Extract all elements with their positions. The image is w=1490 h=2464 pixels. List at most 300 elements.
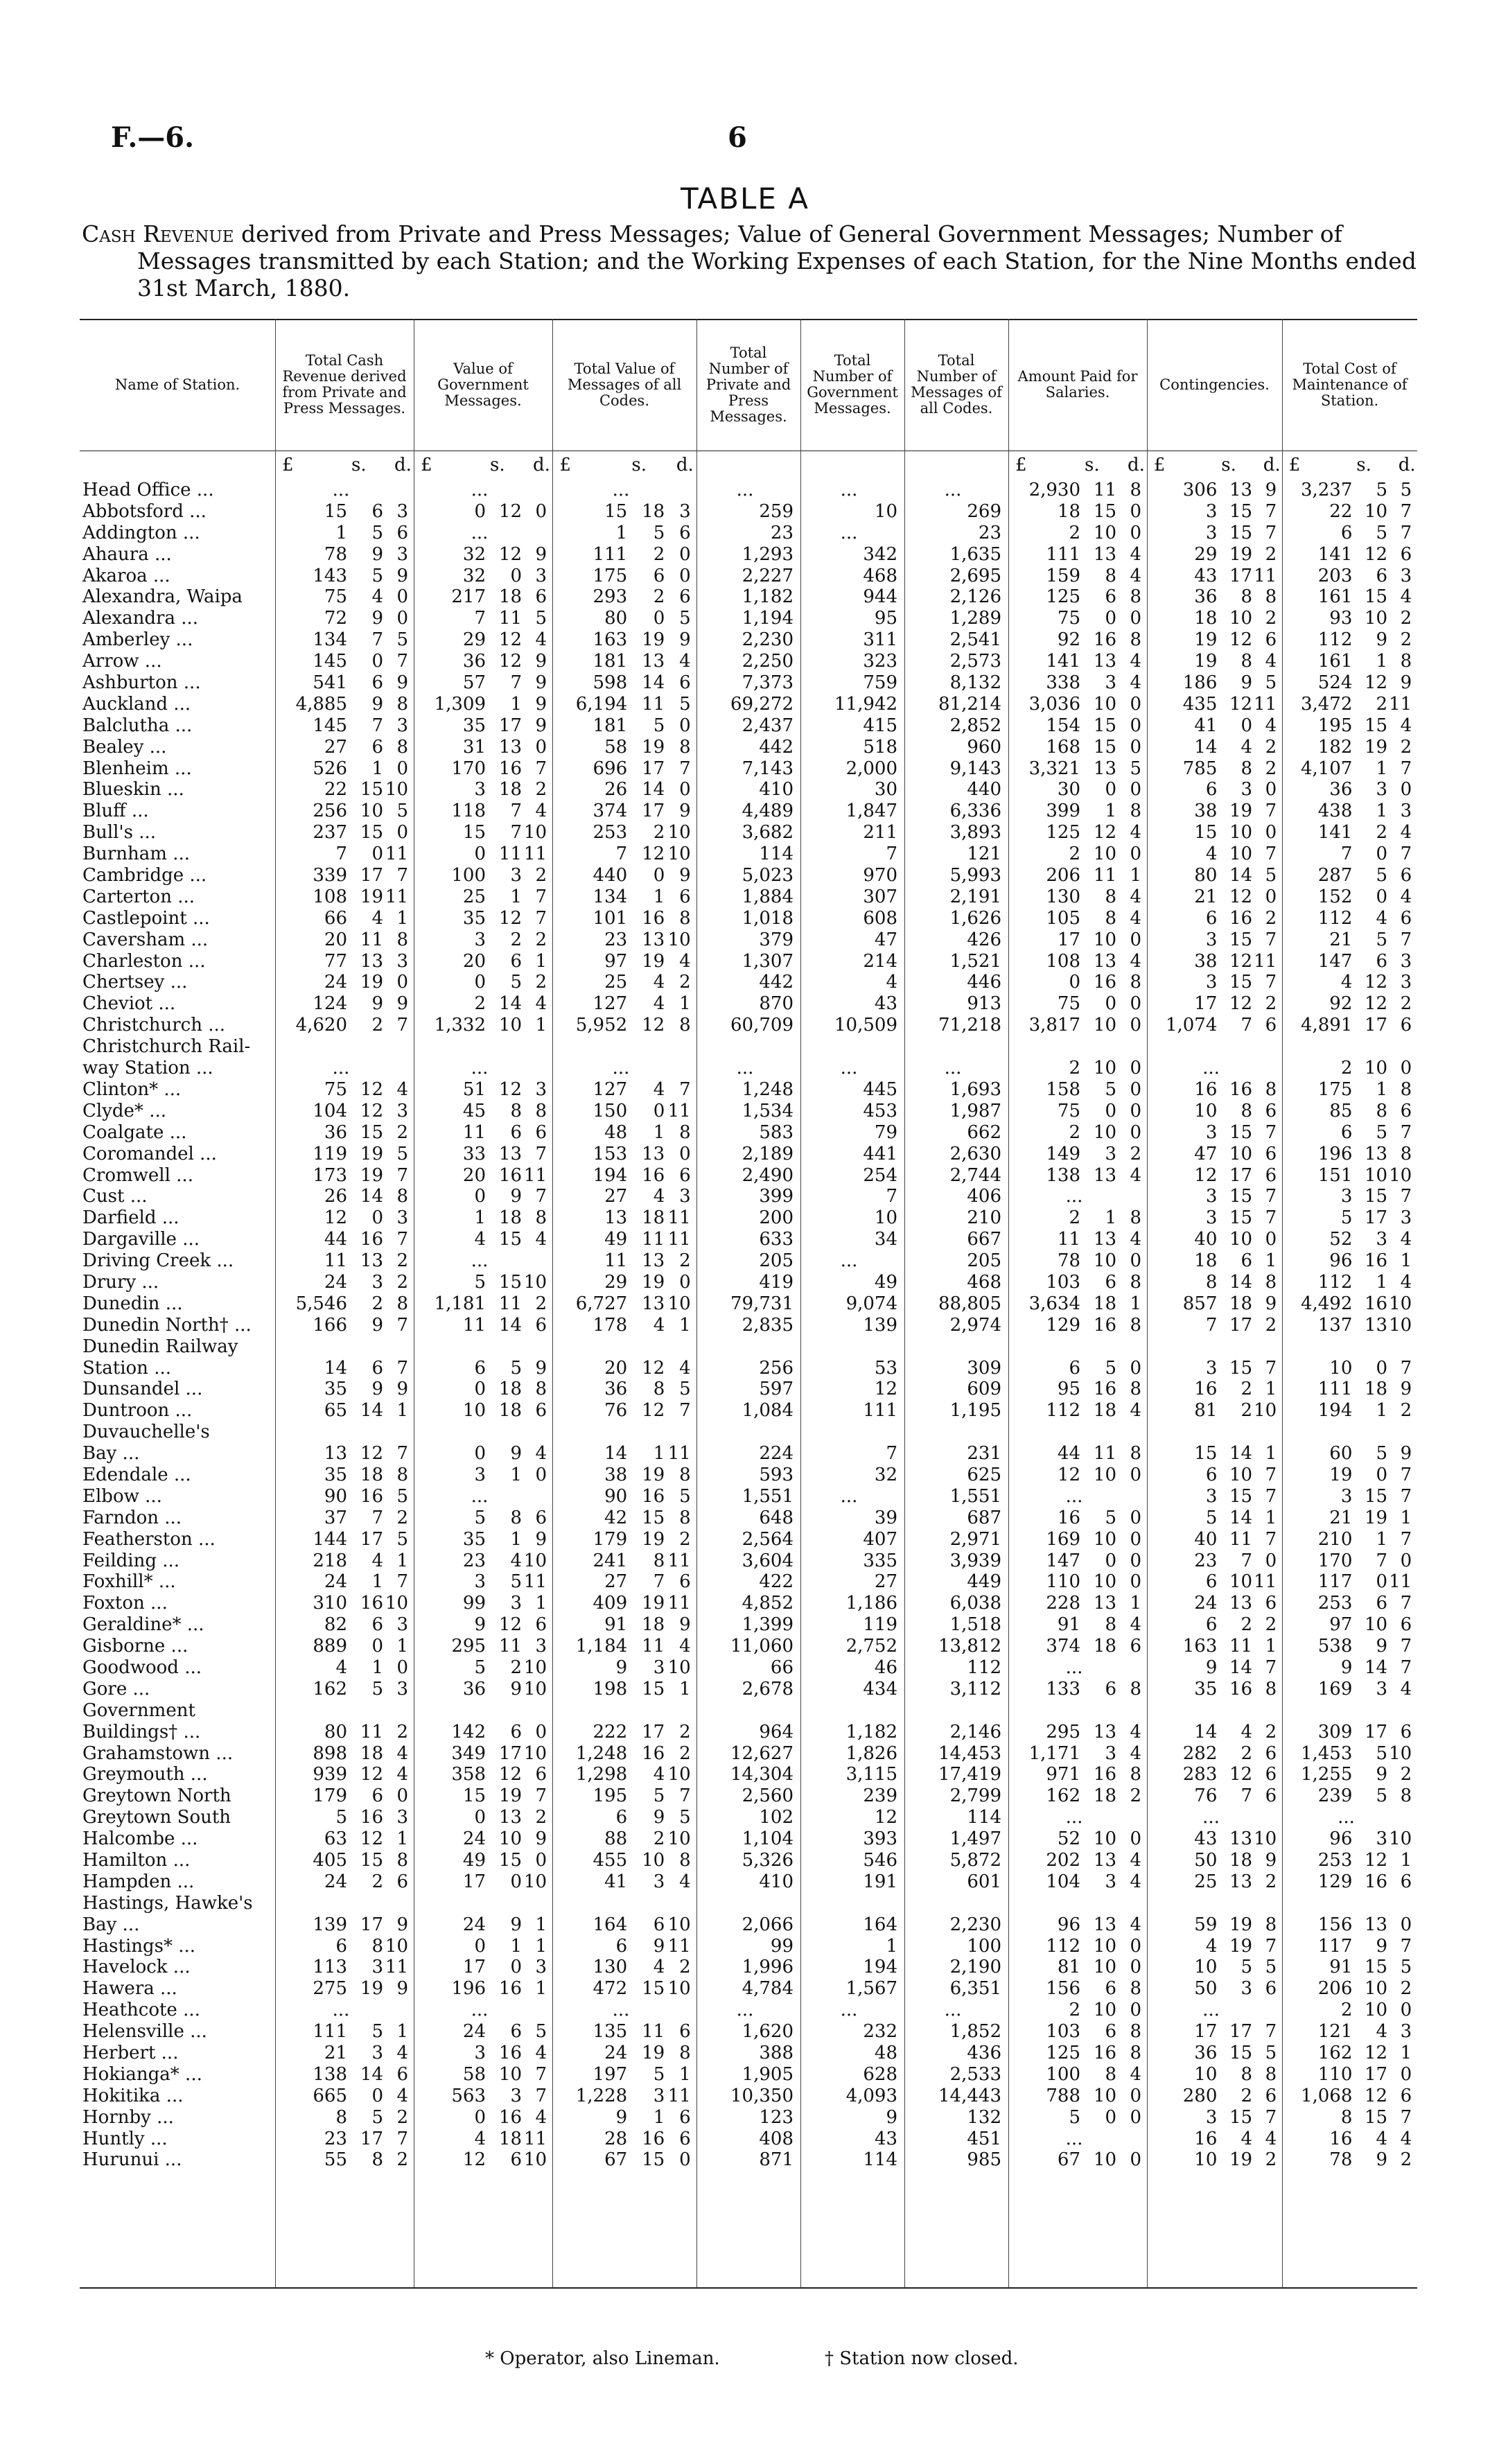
amount-part: 9 [535,651,547,672]
amount-part: 0 [474,2106,486,2128]
amount-part: 13 [604,1207,628,1229]
station-name: Featherston ... [82,1528,216,1550]
amount-part: 306 [1182,480,1218,500]
table-cell: 1,847 [845,801,897,822]
amount-part: 15 [360,822,383,844]
amount-part: 8 [1241,1100,1253,1121]
amount-part: 163 [593,629,628,651]
amount-part: 1 [1376,758,1388,779]
amount-part: 28 [604,2128,628,2149]
amount-part: 15 [642,1678,665,1700]
amount-part: 12 [642,844,665,865]
amount-part: 10 [1194,1957,1218,1978]
amount-part: 3 [535,1636,547,1657]
table-row [80,779,1417,801]
amount-part: 8 [1340,2106,1353,2128]
amount-part: 17 [360,865,383,886]
amount-part: 15 [1229,1357,1253,1379]
amount-part: 12 [498,629,522,651]
amount-part: 202 [1046,1850,1080,1871]
amount-part: 9 [1400,1379,1412,1400]
amount-part: 3,237 [1300,480,1353,500]
amount-part: 6 [1205,1571,1218,1593]
amount-part: 82 [324,1614,347,1636]
table-row [80,2043,1417,2064]
amount-part: 11 [498,1293,522,1314]
amount-part: 18 [498,1379,522,1400]
amount-part: 5 [1376,522,1388,543]
footnote-closed: † Station now closed. [825,2348,1019,2369]
amount-part: 7 [679,1785,691,1807]
amount-part: 10 [1093,2085,1116,2106]
table-cell: 205 [967,1250,1001,1272]
table-cell: 445 [863,1078,897,1100]
amount-part: 7 [679,758,691,779]
table-cell: 913 [967,993,1001,1015]
amount-part: 15 [498,1271,522,1293]
table-cell: 2,852 [949,715,1001,736]
amount-part: 5 [679,1379,691,1400]
amount-part: 3 [1376,779,1388,801]
amount-part: 1 [653,2106,665,2128]
amount-part: 1 [615,522,628,543]
unit-label: £ [559,455,571,475]
table-cell: 1,018 [742,907,794,929]
amount-part: 7 [1265,1357,1277,1379]
amount-part: 57 [462,672,486,694]
amount-part: 8 [1130,1678,1141,1700]
amount-part: 19 [360,1164,383,1186]
station-name: Geraldine* ... [82,1614,204,1636]
amount-part: 111 [593,543,628,565]
table-cell: ... [471,480,489,500]
amount-part: 4 [679,1871,691,1892]
table-row [80,1122,1417,1144]
amount-part: 13 [360,950,383,972]
table-cell: ... [332,1058,350,1079]
amount-part: 4 [1130,1229,1141,1250]
amount-part: 13 [1093,1721,1116,1742]
amount-part: 18 [1057,500,1080,522]
amount-part: 2 [1400,736,1412,758]
amount-part: 6 [371,672,383,694]
table-row [80,1871,1417,1893]
amount-part: 10 [667,1828,691,1850]
table-cell: 7 [886,844,897,865]
amount-part: 5 [371,1678,383,1700]
station-name: Hastings, Hawke's [82,1892,253,1914]
amount-part: 12 [360,1764,383,1785]
amount-part: 7 [1265,1464,1277,1485]
table-row [80,1207,1417,1229]
table-row [80,1743,1417,1765]
station-name: Ashburton ... [82,672,201,694]
table-cell: 2,066 [742,1914,794,1935]
amount-part: 8 [679,1121,691,1143]
amount-part: 5 [653,715,665,736]
amount-part: 15 [642,1507,665,1528]
amount-part: 92 [1057,629,1080,651]
amount-part: 4 [653,993,665,1015]
amount-part: 33 [462,1143,486,1164]
amount-part: 0 [396,972,408,993]
station-name: Hokianga* ... [82,2063,202,2085]
amount-part: 103 [1046,1271,1080,1293]
amount-part: 253 [1317,1593,1353,1614]
station-name: Bull's ... [82,822,157,844]
amount-part: 124 [313,993,347,1015]
amount-part: 6 [679,1164,691,1186]
table-cell: 1,182 [742,586,794,608]
amount-part: 19 [1229,1914,1253,1935]
amount-part: 1 [653,1443,665,1465]
amount-part: 80 [604,608,628,629]
amount-part: 16 [1093,1379,1116,1400]
table-row [80,1657,1417,1679]
amount-part: 24 [324,1271,347,1293]
amount-part: 164 [593,1914,628,1935]
amount-part: 18 [642,500,665,522]
amount-part: 8 [396,1186,408,1207]
amount-part: 15 [1229,1485,1253,1507]
amount-part: 338 [1046,672,1080,694]
amount-part: 6 [396,1871,408,1892]
amount-part: 4 [1241,2128,1253,2149]
amount-part: 14 [360,1186,383,1207]
amount-part: 16 [498,1164,522,1186]
amount-part: 15 [1093,500,1116,522]
amount-part: 0 [1130,715,1141,736]
amount-part: 6 [535,1314,547,1336]
amount-part: 6 [679,2128,691,2149]
amount-part: 8 [396,736,408,758]
amount-part: 49 [462,1850,486,1871]
amount-part: 2 [510,929,522,950]
amount-part: 7 [1400,1186,1412,1207]
amount-part: 97 [1329,1614,1353,1636]
station-name: Hornby ... [82,2106,174,2128]
amount-part: 0 [1376,1357,1388,1379]
amount-part: 182 [1317,736,1353,758]
amount-part: 80 [324,1721,347,1742]
amount-part: 147 [1317,950,1353,972]
amount-part: 9 [510,1443,522,1465]
amount-part: 4 [653,1314,665,1336]
amount-part: 3 [396,950,408,972]
amount-part: 22 [1329,500,1353,522]
amount-part: 10 [667,1657,691,1678]
amount-part: 2 [1400,629,1412,651]
amount-part: 6,194 [575,693,628,715]
amount-part: 4 [535,2043,547,2064]
amount-part: 16 [1229,907,1253,929]
amount-part: 8 [535,1100,547,1121]
amount-part: 141 [1317,822,1353,844]
amount-part: 14 [1229,865,1253,886]
amount-part: 27 [604,1571,628,1593]
amount-part: 10 [1364,1058,1388,1079]
amount-part: 0 [1130,1550,1141,1571]
amount-part: 0 [396,1657,408,1678]
station-name: Dunsandel ... [82,1379,203,1400]
table-cell: 944 [863,586,897,608]
amount-part: 15 [360,1850,383,1871]
amount-part: 108 [313,886,347,907]
table-cell: 1,826 [845,1742,897,1764]
amount-part: 2 [1400,1400,1412,1422]
table-cell: ... [736,2000,754,2021]
amount-part: 10 [1389,1742,1412,1764]
amount-part: 293 [593,586,628,608]
amount-part: 287 [1317,865,1353,886]
amount-part: 16 [360,1229,383,1250]
column-header: Total Number of Messages of all Codes. [911,352,1002,417]
amount-part: 8 [679,2043,691,2064]
amount-part: 13 [1093,1229,1116,1250]
amount-part: 18 [1229,1293,1253,1314]
amount-part: 99 [462,1593,486,1614]
table-body [80,480,1417,2171]
amount-part: 18 [498,1207,522,1229]
table-cell: 211 [863,822,897,844]
amount-part: 6 [1265,1764,1277,1785]
amount-part: 1 [396,1550,408,1571]
table-cell: ... [332,2000,350,2021]
table-cell: 4,093 [845,2085,897,2106]
amount-part: 16 [1093,2043,1116,2064]
amount-part: 2 [1265,907,1277,929]
amount-part: 17 [642,1721,665,1742]
amount-part: 5 [1376,1121,1388,1143]
table-cell: 2,835 [742,1314,794,1336]
amount-part: 13 [642,1143,665,1164]
amount-part: 10 [667,822,691,844]
table-cell: 7 [886,1443,897,1465]
amount-part: 0 [1105,2106,1116,2128]
amount-part: 399 [1046,801,1080,822]
table-row [80,1272,1417,1293]
amount-part: 12 [498,1614,522,1636]
amount-part: 2 [396,1721,408,1742]
station-name: Clyde* ... [82,1100,166,1121]
station-name: Station ... [82,1357,171,1379]
table-cell: 597 [759,1379,794,1400]
amount-part: 196 [1317,1143,1353,1164]
amount-part: 137 [1317,1314,1353,1336]
table-cell: 119 [863,1614,897,1636]
table-cell: 23 [978,522,1001,543]
unit-label: d. [1398,455,1416,475]
amount-part: 7 [371,629,383,651]
table-cell: ... [944,1058,962,1079]
amount-part: 206 [1317,1978,1353,2000]
amount-part: 175 [1317,1078,1353,1100]
amount-part: 7 [396,1357,408,1379]
table-row [80,844,1417,865]
amount-part: 0 [1130,1935,1141,1957]
station-name: Carterton ... [82,886,195,907]
amount-part: 14 [360,2063,383,2085]
table-cell: 1,551 [949,1485,1001,1507]
amount-part: 4 [1265,715,1277,736]
amount-part: 17 [360,1914,383,1935]
table-row [80,1036,1417,1058]
station-name: Hastings* ... [82,1935,196,1957]
amount-part: 4 [1130,1164,1141,1186]
amount-part: 20 [462,950,486,972]
amount-part: 4 [679,1636,691,1657]
amount-part: 65 [324,1400,347,1422]
amount-part: 17 [498,715,522,736]
amount-part: 665 [313,2085,347,2106]
amount-part: 1 [679,1678,691,1700]
amount-part: 10 [1194,2149,1218,2171]
amount-part: 7 [679,1078,691,1100]
amount-part: 3 [474,1571,486,1593]
amount-part: 1,171 [1028,1742,1080,1764]
amount-part: 8 [1241,2063,1253,2085]
amount-part: 40 [1194,1528,1218,1550]
amount-part: 7 [1265,1186,1277,1207]
table-cell: 1,182 [845,1721,897,1742]
table-cell: 5,993 [949,865,1001,886]
amount-part: 10 [667,1764,691,1785]
amount-part: 5 [679,1485,691,1507]
table-cell: 406 [967,1186,1001,1207]
amount-part: 1 [535,950,547,972]
amount-part: 11 [1389,693,1412,715]
amount-part: 7 [335,844,347,865]
amount-part: 0 [474,1186,486,1207]
amount-part: 2 [1376,693,1388,715]
amount-part: 144 [313,1528,347,1550]
amount-part: 32 [462,543,486,565]
table-cell: 66 [770,1657,794,1678]
table-cell: 1,399 [742,1614,794,1636]
amount-part: 282 [1182,1742,1218,1764]
table-cell: 48 [874,2043,897,2064]
amount-part: 7 [396,1229,408,1250]
column-header: Total Cash Revenue derived from Private and Press Messages. [282,352,407,417]
amount-part: 3 [1205,1186,1218,1207]
amount-part: 4 [1130,543,1141,565]
amount-part: 4,620 [295,1015,347,1036]
amount-part: 2 [396,1121,408,1143]
table-cell: 121 [967,844,1001,865]
amount-part: 10 [1329,1357,1353,1379]
station-name: Blenheim ... [82,758,192,779]
amount-part: 2 [396,1507,408,1528]
amount-part: 2 [1400,1978,1412,2000]
amount-part: 195 [593,1785,628,1807]
amount-part: 0 [679,1143,691,1164]
amount-part: 4 [1400,715,1412,736]
amount-part: 19 [360,1143,383,1164]
unit-label: s. [1356,455,1371,475]
amount-part: 5 [371,522,383,543]
amount-part: 9 [1340,1657,1353,1678]
amount-part: 15 [1229,2106,1253,2128]
amount-part: 1,255 [1300,1764,1353,1785]
amount-part: 0 [1265,1229,1277,1250]
amount-part: 4 [1130,907,1141,929]
amount-part: 7 [396,1571,408,1593]
amount-part: 9 [535,1828,547,1850]
amount-part: 45 [462,1100,486,1121]
table-cell: 648 [759,1507,794,1528]
amount-part: 0 [679,779,691,801]
unit-label: s. [1221,455,1236,475]
amount-part: 16 [1364,1293,1388,1314]
table-cell: 970 [863,865,897,886]
amount-part: 14 [1229,1657,1253,1678]
amount-part: 283 [1182,1764,1218,1785]
amount-part: 80 [1194,865,1218,886]
station-name: Foxton ... [82,1593,168,1614]
document-code: F.—6. [111,121,195,154]
amount-part: 10 [1229,1571,1253,1593]
amount-part: 19 [642,1271,665,1293]
amount-part: 1 [1265,1250,1277,1272]
amount-part: 6 [1105,1978,1116,2000]
amount-part: 1 [679,2063,691,2085]
amount-part: 31 [462,736,486,758]
amount-part: 0 [1130,1957,1141,1978]
amount-part: 17 [1229,1314,1253,1336]
amount-part: 6 [679,586,691,608]
amount-part: 3 [1400,1207,1412,1229]
amount-part: 7 [1400,929,1412,950]
amount-part: 6 [679,522,691,543]
amount-part: 2 [535,779,547,801]
amount-part: 7 [1400,1357,1412,1379]
amount-part: 939 [313,1764,347,1785]
unit-label: £ [1288,455,1301,475]
table-cell: 23 [770,522,794,543]
amount-part: 179 [593,1528,628,1550]
amount-part: 36 [462,1678,486,1700]
table-cell: ... [840,480,858,500]
amount-part: 21 [1329,1507,1353,1528]
table-cell: 2,974 [949,1314,1001,1336]
table-cell: 10 [874,1207,897,1229]
amount-part: 1 [1265,1443,1277,1465]
amount-part: 15 [1093,715,1116,736]
amount-part: 11 [360,929,383,950]
amount-part: 4 [1376,2021,1388,2043]
amount-part: 10 [1194,2063,1218,2085]
amount-part: 44 [324,1229,347,1250]
amount-part: 17 [1229,1164,1253,1186]
amount-part: 75 [1057,993,1080,1015]
amount-part: 112 [1317,907,1353,929]
amount-part: 8 [1130,1764,1141,1785]
amount-part: 15 [1093,736,1116,758]
table-cell: 214 [863,950,897,972]
table-cell: 1,248 [742,1078,794,1100]
amount-part: 15 [1229,2043,1253,2064]
amount-part: 0 [1130,522,1141,543]
amount-part: 6 [615,1807,628,1828]
amount-part: 0 [653,608,665,629]
amount-part: 7 [1400,1935,1412,1957]
amount-part: 10 [1093,1121,1116,1143]
amount-part: 3,817 [1028,1015,1080,1036]
amount-part: 19 [498,1785,522,1807]
amount-part: 19 [642,1528,665,1550]
amount-part: 6 [653,1914,665,1935]
amount-part: 1 [335,522,347,543]
